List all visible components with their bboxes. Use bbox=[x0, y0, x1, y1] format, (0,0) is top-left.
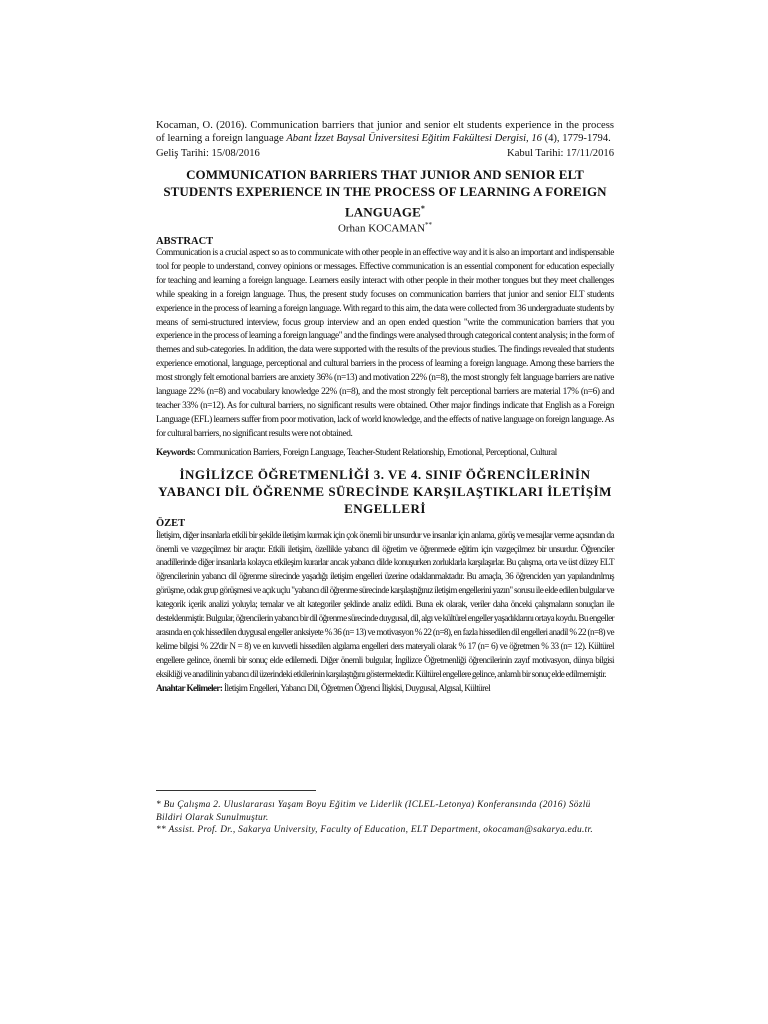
keywords-text: Communication Barriers, Foreign Language, Teacher-Student Relationship, Emotional, Perceptional, Cultural bbox=[195, 447, 557, 458]
footnotes bbox=[156, 799, 614, 837]
english-title bbox=[156, 166, 614, 220]
anahtar-kelimeler bbox=[156, 682, 614, 695]
footnote-2: ** Assist. Prof. Dr., Sakarya University, Faculty of Education, ELT Department, okocaman@sakarya.edu.tr. bbox=[156, 825, 594, 835]
keywords-label: Keywords: bbox=[156, 447, 196, 458]
author-name: Orhan KOCAMAN bbox=[337, 222, 426, 235]
article-first-page bbox=[156, 120, 614, 695]
keywords bbox=[156, 447, 614, 460]
received-date: Geliş Tarihi: 15/08/2016 bbox=[156, 148, 260, 159]
title-footnote-mark: * bbox=[420, 204, 426, 213]
citation bbox=[156, 120, 614, 145]
citation-text: Kocaman, O. (2016). Communication barriers that junior and senior elt students experience in the process of learning a foreign language bbox=[156, 120, 614, 144]
english-title-text: COMMUNICATION BARRIERS THAT JUNIOR AND SENIOR ELT STUDENTS EXPERIENCE IN THE PROCESS OF LEARNING A FOREIGN LANGUAGE bbox=[163, 167, 607, 220]
turkish-title: İNGİLİZCE ÖĞRETMENLİĞİ 3. VE 4. SINIF ÖĞRENCİLERİNİN YABANCI DİL ÖĞRENME SÜRECİNDE KARŞILAŞTIKLARI İLETİŞİM ENGELLERİ bbox=[158, 466, 612, 516]
citation-journal: Abant İzzet Baysal Üniversitesi Eğitim Fakültesi Dergisi, 16 bbox=[286, 132, 542, 144]
anahtar-label: Anahtar Kelimeler: bbox=[156, 682, 223, 693]
footnote-1: * Bu Çalışma 2. Uluslararası Yaşam Boyu Eğitim ve Liderlik (ICLEL-Letonya) Konferansında (2016) Sözlü Bildiri Olarak Sunulmuştur. bbox=[156, 800, 591, 823]
author-footnote-mark: ** bbox=[425, 221, 433, 230]
abstract-body: Communication is a crucial aspect so as to communicate with other people in an effective way and it is also an important and indispensable tool for people to understand, convey opinions or messages. Effective communication is an essential component for education especially for teaching and learning a foreign language. Learners easily interact with other people in their mother tongues but they meet challenges while speaking in a foreign language. Thus, the present study focuses on communication barriers that junior and senior ELT students experience in the process of learning a foreign language. With regard to this aim, the data were collected from 36 undergraduate students by means of semi-structured interview, focus group interview and an open ended question "write the communication barriers that you experience in the process of learning a foreign language" and the findings were analysed through categorical content analysis; in the form of themes and sub-categories. In addition, the data were supported with the results of the previous studies. The findings revealed that students experience emotional, language, perceptional and cultural barriers in the process of learning a foreign language. Among these barriers the most strongly felt emotional barriers are anxiety 36% (n=13) and motivation 22% (n=8), the most strongly felt language barriers are native language 22% (n=8) and vocabulary knowledge 22% (n=8), and the most strongly felt perceptional barriers are material 17% (n=6) and teacher 33% (n=12). As for cultural barriers, no significant results were obtained. Other major findings indicate that English as a Foreign Language (EFL) learners suffer from poor motivation, lack of world knowledge, and the effects of native language on foreign language. As for cultural barriers, no significant results were not obtained. bbox=[156, 247, 614, 439]
author bbox=[156, 221, 614, 235]
ozet-body: İletişim, diğer insanlarla etkili bir şekilde iletişim kurmak için çok önemli bir unsurdur ve insanlar için anlama, görüş ve mesajlar verme açısından da önemli ve vazgeçilmez bir araçtır. Etkili iletişim, özellikle yabancı dil öğretim ve öğrenmede eğitim için vazgeçilmez bir unsurdur. Öğrenciler anadillerinde diğer insanlarla kolayca etkileşim kurarlar ancak yabancı dilde konuşurken zorluklarla karşılaşırlar. Bu çalışma, orta ve üst düzey ELT öğrencilerinin yabancı dil öğrenme sürecinde yaşadığı iletişim engelleri üzerine odaklanmaktadır. Bu amaçla, 36 öğrenciden yarı yapılandırılmış görüşme, odak grup görüşmesi ve açık uçlu "yabancı dil öğrenme sürecinde karşılaştığınız iletişim engellerini yazın" sorusu ile elde edilen bulgular ve kategorik içerik analizi yoluyla; temalar ve alt kategoriler şeklinde analiz edildi. Buna ek olarak, veriler daha önceki çalışmaların sonuçları ile desteklenmiştir. Bulgular, öğrencilerin yabancı bir dil öğrenme sürecinde duygusal, dil, algı ve kültürel engeller yaşadıklarını ortaya koydu. Bu engeller arasında en çok hissedilen duygusal engeller anksiyete % 36 (n= 13) ve motivasyon % 22 (n=8), en fazla hissedilen dil engelleri anadil % 22 (n=8) ve kelime bilgisi % 22'dir N = 8) ve en kuvvetli hissedilen algılama engelleri ders materyali olarak % 17 (n= 6) ve öğretmen % 33 (n= 12). Kültürel engellere gelince, önemli bir sonuç elde edilemedi. Diğer önemli bulgular, İngilizce Öğretmenliği öğrencilerinin zayıf motivasyon, dünya bilgisi eksikliği ve anadilinin yabancı dil üzerindeki etkilerinin karşılaştığını göstermektedir. Kültürel engellere gelince, anlamlı bir sonuç elde edilmemiştir. bbox=[156, 529, 615, 679]
ozet-heading: ÖZET bbox=[156, 517, 186, 529]
anahtar-text: İletişim Engelleri, Yabancı Dil, Öğretmen Öğrenci İlişkisi, Duygusal, Algısal, Kültürel bbox=[222, 682, 491, 693]
accepted-date: Kabul Tarihi: 17/11/2016 bbox=[507, 148, 614, 159]
abstract-heading: ABSTRACT bbox=[156, 235, 214, 247]
citation-issue-pages: (4), 1779-1794. bbox=[544, 132, 611, 144]
footnote-divider bbox=[156, 790, 316, 791]
submission-dates bbox=[156, 148, 614, 159]
